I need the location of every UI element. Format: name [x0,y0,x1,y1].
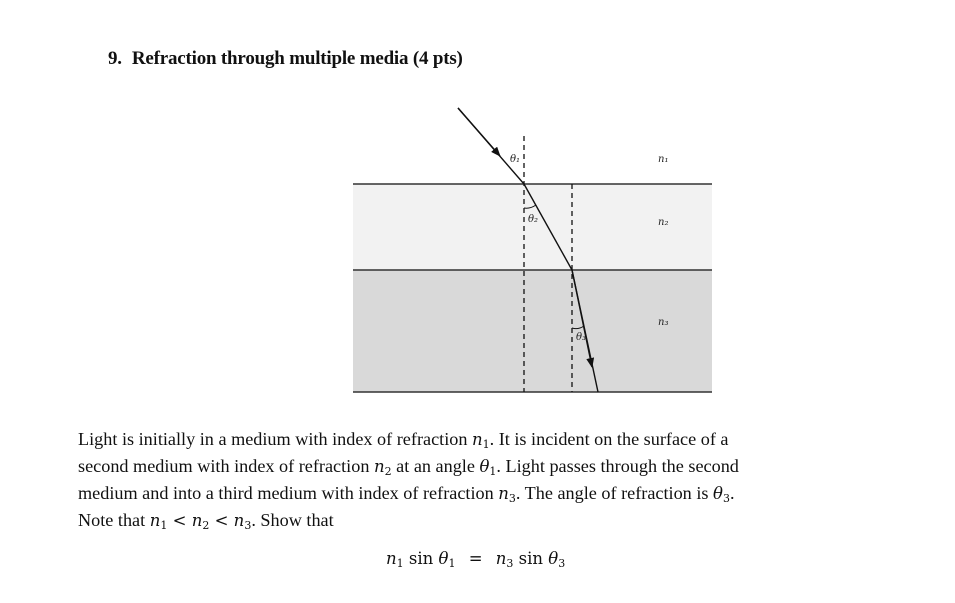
theta1-label: θ₁ [510,154,521,165]
n2-label: n₂ [658,217,669,228]
symbol-theta3: $\theta_3$ [713,484,730,505]
statement-line-4: Note that $n_1 < n_2 < n_3$. Show that [78,510,334,532]
problem-title: Refraction through multiple media (4 pts) [131,48,463,69]
symbol-n2: $n_2$ [373,457,392,478]
inequality: $n_1 < n_2 < n_3$ [149,511,252,532]
theta3-label: θ₃ [576,332,587,343]
symbol-theta1: $\theta_1$ [479,457,497,478]
theta2-label: θ₂ [528,214,539,225]
incident-ray-arrow [458,108,500,156]
problem-statement [78,426,898,534]
medium-3-layer [353,270,712,392]
snell-law-equation: $n_1$ $\sin \theta_1 = n_3$ $\sin \theta_3$ [386,549,566,570]
symbol-n3: $n_3$ [498,484,516,505]
statement-line-3: medium and into a third medium with index of refraction $n_3$. The angle of refraction is $\theta_3$. [78,483,735,505]
statement-line-2: second medium with index of refraction $n_2$ at an angle $\theta_1$. Light passes through the second [78,456,739,478]
n1-label: n₁ [658,154,669,165]
statement-line-1: Light is initially in a medium with index of refraction $n_1$. It is incident on the surface of a [78,429,729,451]
symbol-n1: $n_1$ [471,430,490,451]
problem-number: 9. [108,48,122,69]
n3-label: n₃ [658,317,669,328]
